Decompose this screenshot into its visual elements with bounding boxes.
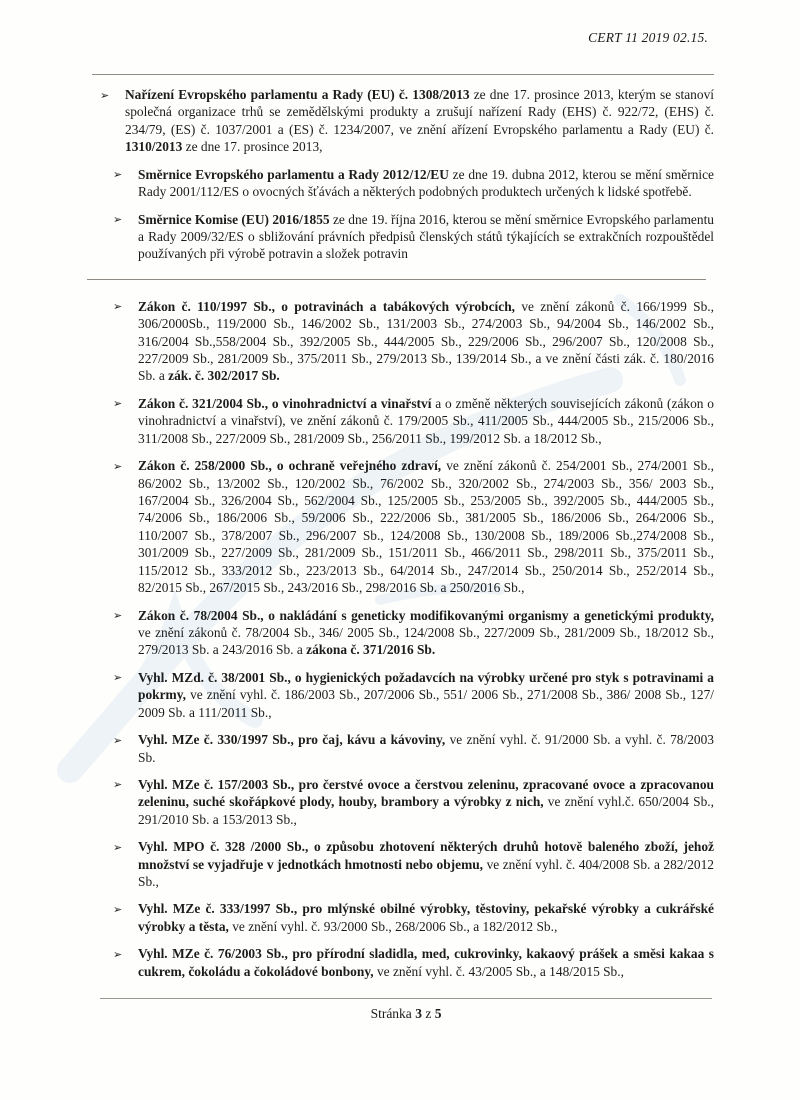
list-item-text: Zákon č. 110/1997 Sb., o potravinách a tabákových výrobcích, ve znění zákonů č. 166/1999 Sb., 306/2000Sb., 119/2000 Sb., 146/2002 Sb., 131/2003 Sb., 274/2003 Sb., 94/2004 Sb., 146/2002 Sb., 316/2004 Sb.,558/2004 Sb., 392/2005 Sb., 444/2005 Sb., 229/2006 Sb., 296/2007 Sb., 120/2008 Sb., 227/2009 Sb., 281/2009 Sb., 375/2011 Sb., 279/2013 Sb., 139/2014 Sb., a ve znění části zák. č. 180/2016 Sb. a zák. č. 302/2017 Sb. — [138, 298, 715, 384]
list-item-text: Nařízení Evropského parlamentu a Rady (EU) č. 1308/2013 ze dne 17. prosince 2013, kterým se stanoví společná organizace trhů se zemědělskými produkty a zrušují nařízení Rady (EHS) č. 922/72, (EHS) č. 234/79, (ES) č. 1037/2001 a (ES) č. 1234/2007, ve znění ařízení Evropského parlamentu a Rady (EU) č. 1310/2013 ze dne 17. prosince 2013, — [125, 87, 714, 155]
list-item — [113, 298, 714, 385]
list-item-text: Vyhl. MZe č. 330/1997 Sb., pro čaj, kávu a kávoviny, ve znění vyhl. č. 91/2000 Sb. a vyhl. č. 78/2003 Sb. — [138, 732, 714, 765]
arrow-bullet-icon: ➢ — [113, 397, 123, 411]
arrow-bullet-icon: ➢ — [113, 733, 123, 747]
footer-label: Stránka — [370, 1006, 412, 1021]
list-item — [113, 395, 714, 447]
list-item — [113, 607, 714, 659]
list-item-text: Vyhl. MZd. č. 38/2001 Sb., o hygienických požadavcích na výrobky určené pro styk s potravinami a pokrmy, ve znění vyhl. č. 186/2003 Sb., 207/2006 Sb., 551/ 2006 Sb., 271/2008 Sb., 386/ 2008 Sb., 127/ 2009 Sb. a 111/2011 Sb., — [138, 669, 715, 720]
list-item — [113, 838, 714, 890]
list-item-text: Zákon č. 78/2004 Sb., o nakládání s geneticky modifikovanými organismy a genetickými produkty, ve znění zákonů č. 78/2004 Sb., 346/ 2005 Sb., 124/2008 Sb., 227/2009 Sb., 281/2009 Sb., 18/2012 Sb., 279/2013 Sb. a 243/2016 Sb. a zákona č. 371/2016 Sb. — [138, 607, 714, 658]
footer-separator: z — [425, 1006, 432, 1021]
arrow-bullet-icon: ➢ — [113, 300, 123, 314]
arrow-bullet-icon: ➢ — [113, 213, 123, 227]
arrow-bullet-icon: ➢ — [100, 88, 110, 102]
list-item-text: Vyhl. MZe č. 333/1997 Sb., pro mlýnské obilné výrobky, těstoviny, pekařské výrobky a cukrářské výrobky a těsta, ve znění vyhl. č. 93/2000 Sb., 268/2006 Sb., a 182/2012 Sb., — [138, 901, 714, 934]
footer-total-pages: 5 — [434, 1006, 442, 1021]
arrow-bullet-icon: ➢ — [113, 459, 123, 473]
list-item — [113, 457, 714, 596]
list-item — [113, 669, 714, 721]
page-footer — [100, 998, 712, 1022]
list-item-text: Směrnice Komise (EU) 2016/1855 ze dne 19. října 2016, kterou se mění směrnice Evropského parlamentu a Rady 2009/32/ES o sbližování právních předpisů členských států týkajících se extrakčních rozpouštědel používaných při výrobě potravin a složek potravin — [138, 211, 714, 262]
header-reference: CERT 11 2019 02.15. — [588, 30, 708, 45]
document-header — [100, 30, 708, 46]
list-item — [100, 86, 714, 156]
list-item-text: Zákon č. 258/2000 Sb., o ochraně veřejného zdraví, ve znění zákonů č. 254/2001 Sb., 274/2001 Sb., 86/2002 Sb., 13/2002 Sb., 120/2002 Sb., 76/2002 Sb., 320/2002 Sb., 274/2003 Sb., 356/ 2003 Sb., 167/2004 Sb., 326/2004 Sb., 562/2004 Sb., 125/2005 Sb., 253/2005 Sb., 392/2005 Sb., 444/2005 Sb., 74/2006 Sb., 186/2006 Sb., 59/2006 Sb., 222/2006 Sb., 381/2005 Sb., 186/2006 Sb., 264/2006 Sb., 110/2007 Sb., 378/2007 Sb., 296/2007 Sb., 124/2008 Sb., 130/2008 Sb., 189/2006 Sb.,274/2008 Sb., 301/2009 Sb., 227/2009 Sb., 281/2009 Sb., 151/2011 Sb., 466/2011 Sb., 298/2011 Sb., 375/2011 Sb., 115/2012 Sb., 333/2012 Sb., 223/2013 Sb., 64/2014 Sb., 247/2014 Sb., 250/2014 Sb., 252/2014 Sb., 82/2015 Sb., 267/2015 Sb., 243/2016 Sb., 298/2016 Sb. a 250/2016 Sb., — [138, 458, 714, 596]
list-item — [113, 166, 714, 201]
section-eu-legislation — [100, 86, 714, 263]
top-divider — [92, 74, 714, 75]
list-item-text: Vyhl. MZe č. 157/2003 Sb., pro čerstvé ovoce a čerstvou zeleninu, zpracované ovoce a zpracovanou zeleninu, suché skořápkové plody, houby, brambory a výrobky z nich, ve znění vyhl.č. 650/2004 Sb., 291/2010 Sb. a 153/2013 Sb., — [138, 776, 714, 827]
list-item-text: Směrnice Evropského parlamentu a Rady 2012/12/EU ze dne 19. dubna 2012, kterou se mění směrnice Rady 2001/112/ES o ovocných šťávách a některých podobných produktech určených k lidské spotřebě. — [138, 166, 714, 200]
list-item — [113, 731, 714, 766]
list-item — [113, 776, 714, 828]
arrow-bullet-icon: ➢ — [113, 902, 123, 916]
section-national-legislation — [100, 298, 714, 980]
arrow-bullet-icon: ➢ — [113, 609, 123, 623]
arrow-bullet-icon: ➢ — [113, 947, 123, 961]
list-item — [113, 945, 714, 980]
arrow-bullet-icon: ➢ — [113, 778, 123, 792]
list-item — [113, 211, 714, 263]
footer-page-number: 3 — [415, 1006, 422, 1021]
list-item-text: Vyhl. MZe č. 76/2003 Sb., pro přírodní sladidla, med, cukrovinky, kakaový prášek a směsi kakaa s cukrem, čokoládu a čokoládové bonbony, ve znění vyhl. č. 43/2005 Sb., a 148/2015 Sb., — [138, 946, 714, 979]
arrow-bullet-icon: ➢ — [113, 840, 123, 854]
middle-divider — [87, 279, 706, 280]
arrow-bullet-icon: ➢ — [113, 671, 123, 685]
document-content — [100, 86, 714, 990]
arrow-bullet-icon: ➢ — [113, 168, 123, 182]
list-item — [113, 900, 714, 935]
list-item-text: Zákon č. 321/2004 Sb., o vinohradnictví a vinařství a o změně některých souvisejících zákonů (zákon o vinohradnictví a vinařství), ve znění zákonů č. 179/2005 Sb., 411/2005 Sb., 444/2005 Sb., 215/2006 Sb., 311/2008 Sb., 227/2009 Sb., 281/2009 Sb., 256/2011 Sb., 199/2012 Sb. a 18/2012 Sb., — [138, 395, 714, 446]
list-item-text: Vyhl. MPO č. 328 /2000 Sb., o způsobu zhotovení některých druhů hotově baleného zboží, jehož množství se vyjadřuje v jednotkách hmotnosti nebo objemu, ve znění vyhl. č. 404/2008 Sb. a 282/2012 Sb., — [138, 839, 715, 890]
